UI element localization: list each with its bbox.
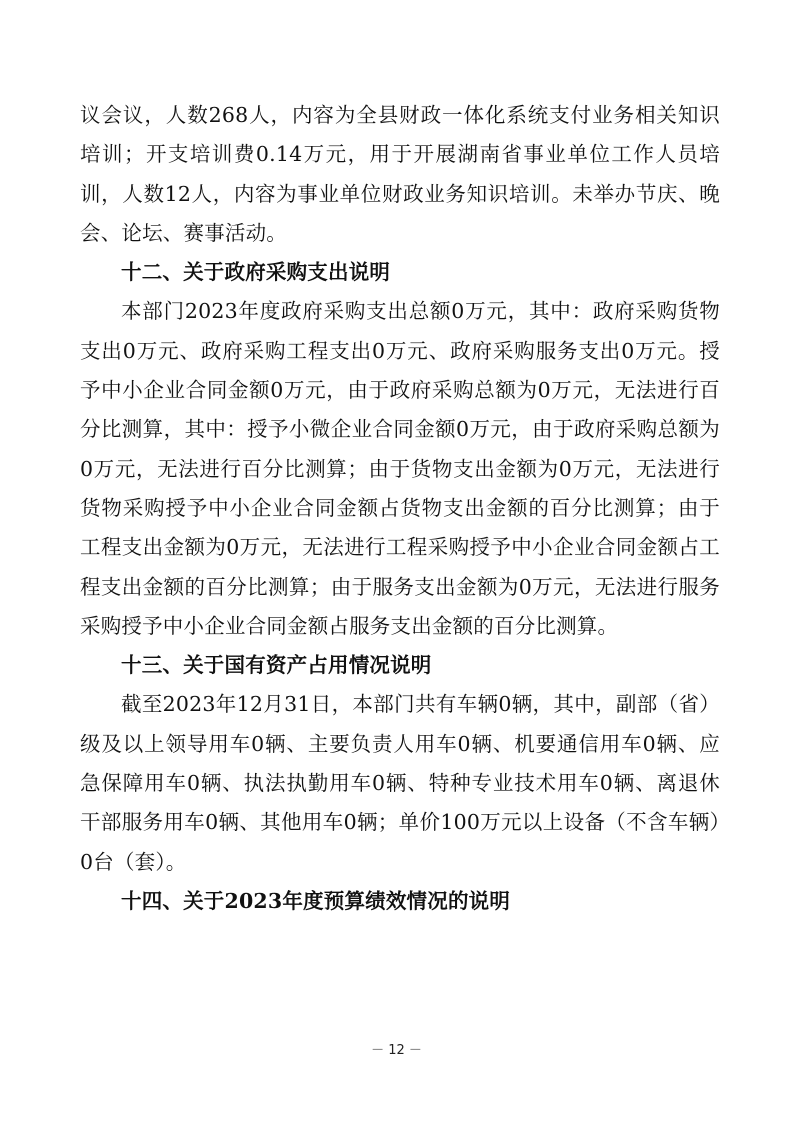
section-heading-performance: 十四、关于2023年度预算绩效情况的说明 — [121, 888, 511, 913]
page-number: － 12 － — [371, 1043, 422, 1058]
section-heading-procurement: 十二、关于政府采购支出说明 — [121, 260, 391, 285]
section-heading-assets: 十三、关于国有资产占用情况说明 — [121, 653, 432, 678]
procurement-paragraph: 本部门2023年度政府采购支出总额0万元，其中：政府采购货物支出0万元、政府采购工程支出0万元、政府采购服务支出0万元。授予中小企业合同金额0万元，由于政府采购总额为0万元，无法进行百分比测算，其中：授予小微企业合同金额0万元，由于政府采购总额为0万元，无法进行百分比测算；由于货物支出金额为0万元，无法进行货物采购授予中小企业合同金额占货物支出金额的百分比测算；由于工程支出金额为0万元，无法进行工程采购授予中小企业合同金额占工程支出金额的百分比测算；由于服务支出金额为0万元，无法进行服务采购授予中小企业合同金额占服务支出金额的百分比测算。 — [80, 299, 720, 638]
assets-paragraph: 截至2023年12月31日，本部门共有车辆0辆，其中，副部（省）级及以上领导用车0辆、主要负责人用车0辆、机要通信用车0辆、应急保障用车0辆、执法执勤用车0辆、特种专业技术用车0辆、离退休干部服务用车0辆、其他用车0辆；单价100万元以上设备（不含车辆）0台（套）。 — [80, 692, 720, 874]
page-body — [80, 96, 720, 921]
training-paragraph: 议会议，人数268人，内容为全县财政一体化系统支付业务相关知识培训；开支培训费0.14万元，用于开展湖南省事业单位工作人员培训，人数12人，内容为事业单位财政业务知识培训。未举办节庆、晚会、论坛、赛事活动。 — [80, 103, 720, 245]
